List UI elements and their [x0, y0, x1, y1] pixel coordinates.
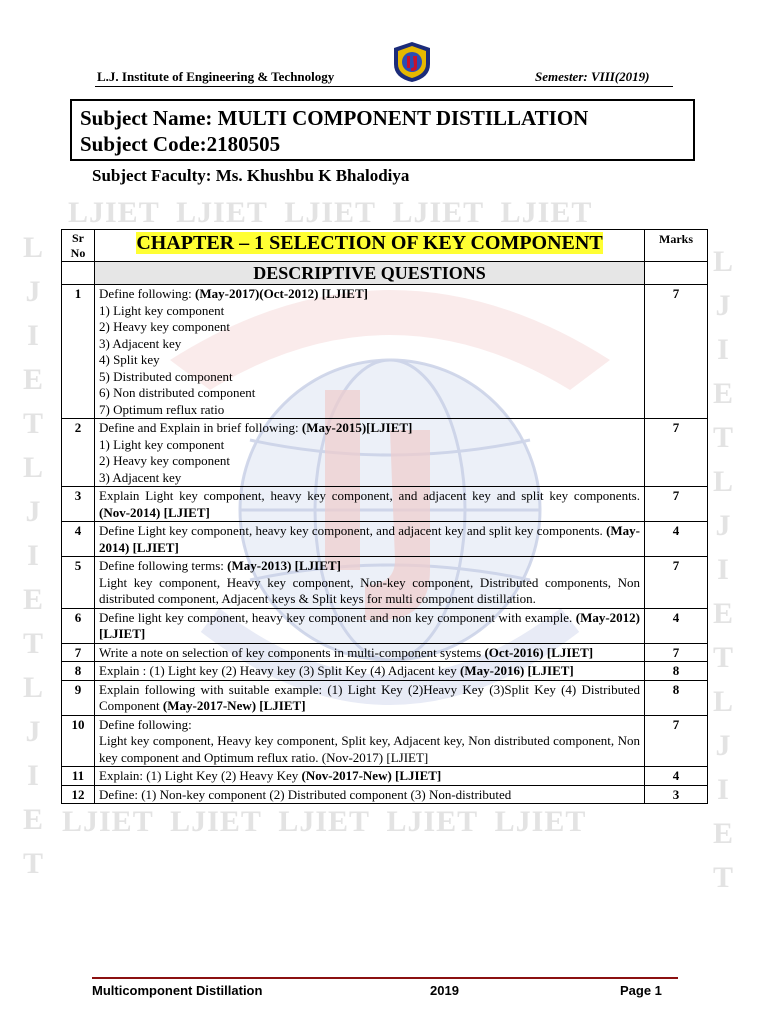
watermark-column-left [18, 226, 48, 886]
question-marks: 7 [645, 643, 708, 662]
watermark-letter: T [712, 421, 733, 454]
table-row [62, 557, 708, 609]
question-number: 1 [62, 285, 95, 419]
question-sub-item: 7) Optimum reflux ratio [99, 401, 225, 417]
section-spacer-right [645, 262, 708, 285]
institute-logo-icon [390, 40, 434, 84]
question-exam-tag: (Nov-2017-New) [LJIET] [301, 768, 442, 783]
chapter-title: CHAPTER – 1 SELECTION OF KEY COMPONENT [136, 232, 603, 254]
question-marks: 7 [645, 557, 708, 609]
question-text-cell [95, 419, 645, 487]
watermark-letter: I [717, 333, 729, 366]
question-exam-tag: (May-2017-New) [LJIET] [162, 698, 306, 713]
question-sub-item: 6) Non distributed component [99, 385, 256, 400]
question-exam-tag: (Oct-2016) [LJIET] [484, 644, 594, 660]
watermark-letter: E [712, 817, 733, 850]
table-row [62, 522, 708, 557]
question-text-cell [95, 487, 645, 522]
question-exam-tag: (Nov-2014) [LJIET] [99, 504, 210, 520]
question-text-cell [95, 522, 645, 557]
question-marks: 4 [645, 522, 708, 557]
header-semester: Semester: VIII(2019) [535, 69, 650, 84]
table-row [62, 662, 708, 681]
question-text: Define light key component, heavy key component and non key component with example. [99, 609, 576, 625]
subject-faculty: Subject Faculty: Ms. Khushbu K Bhalodiya [92, 166, 410, 185]
question-number: 5 [62, 557, 95, 609]
question-text-cell [95, 715, 645, 767]
subject-code: Subject Code:2180505 [80, 132, 281, 156]
question-text-cell [95, 680, 645, 715]
column-header-sr-no: Sr No [62, 230, 95, 262]
section-title: DESCRIPTIVE QUESTIONS [95, 262, 644, 284]
subject-name: Subject Name: MULTI COMPONENT DISTILLATION [80, 106, 589, 130]
watermark-letter: J [715, 509, 731, 542]
chapter-title-cell [95, 230, 645, 262]
question-exam-tag: (May-2013) [LJIET] [227, 558, 341, 573]
table-row [62, 419, 708, 487]
question-text: Explain Light key component, heavy key component, and adjacent key and split key components. [99, 488, 640, 503]
question-sub-item: Light key component, Heavy key component, Non-key component, Distributed components, Non distributed component, Adjacent keys & Split keys for multi component distillation. [99, 574, 640, 606]
question-text-cell [95, 557, 645, 609]
question-exam-tag: (May-2017)(Oct-2012) [LJIET] [195, 286, 368, 301]
watermark-letter: L [712, 465, 733, 498]
question-text: Explain : (1) Light key (2) Heavy key (3) Split Key (4) Adjacent key [99, 663, 461, 678]
watermark-letter: E [22, 583, 43, 616]
watermark-letter: T [22, 627, 43, 660]
question-rows [62, 285, 708, 804]
question-text: Define and Explain in brief following: [99, 420, 302, 435]
question-text: Define following: [99, 286, 196, 301]
footer-page-number: Page 1 [620, 983, 662, 998]
table-row [62, 608, 708, 643]
question-marks: 8 [645, 680, 708, 715]
section-spacer-left [62, 262, 95, 285]
footer-subject: Multicomponent Distillation [92, 983, 263, 998]
footer-rule [92, 977, 678, 979]
question-marks: 8 [645, 662, 708, 681]
table-row [62, 680, 708, 715]
footer-year: 2019 [430, 983, 459, 998]
watermark-letter: E [22, 363, 43, 396]
question-sub-item: 3) Adjacent key [99, 469, 182, 485]
watermark-letter: T [22, 407, 43, 440]
question-marks: 7 [645, 715, 708, 767]
header-institute: L.J. Institute of Engineering & Technology [97, 69, 335, 84]
watermark-letter: E [22, 803, 43, 836]
question-sub-item: 2) Heavy key component [99, 453, 231, 468]
question-sub-item: Light key component, Heavy key component, Split key, Adjacent key, Non distributed component, Non key component and Optimum reflux ratio. (Nov-2017) [LJIET] [99, 733, 640, 765]
question-text-cell [95, 662, 645, 681]
watermark-letter: I [27, 759, 39, 792]
watermark-column-right [708, 240, 738, 900]
question-number: 4 [62, 522, 95, 557]
question-text-cell [95, 785, 645, 804]
question-number: 9 [62, 680, 95, 715]
watermark-row-bottom: LJIET LJIET LJIET LJIET LJIET [62, 805, 587, 838]
table-row [62, 285, 708, 419]
question-sub-item: 5) Distributed component [99, 368, 233, 384]
watermark-letter: T [22, 847, 43, 880]
watermark-letter: J [715, 729, 731, 762]
table-row [62, 767, 708, 786]
question-number: 6 [62, 608, 95, 643]
header-rule [95, 86, 673, 87]
watermark-letter: L [712, 685, 733, 718]
question-marks: 7 [645, 285, 708, 419]
watermark-letter: L [22, 231, 43, 264]
question-text-cell [95, 608, 645, 643]
question-number: 12 [62, 785, 95, 804]
watermark-letter: E [712, 597, 733, 630]
watermark-letter: I [717, 773, 729, 806]
table-row [62, 715, 708, 767]
column-header-marks: Marks [645, 230, 708, 262]
question-text: Define: (1) Non-key component (2) Distributed component (3) Non-distributed [99, 786, 512, 802]
question-number: 11 [62, 767, 95, 786]
question-exam-tag: (May-2014) [LJIET] [99, 523, 640, 555]
question-marks: 4 [645, 767, 708, 786]
table-row [62, 643, 708, 662]
question-number: 7 [62, 643, 95, 662]
question-text-cell [95, 643, 645, 662]
watermark-letter: J [25, 495, 41, 528]
watermark-letter: I [27, 539, 39, 572]
question-number: 8 [62, 662, 95, 681]
watermark-letter: I [717, 553, 729, 586]
question-text-cell [95, 767, 645, 786]
question-text: Explain following with suitable example: (1) Light Key (2)Heavy Key (3)Split Key (4) Distributed Component [99, 681, 640, 713]
question-marks: 4 [645, 608, 708, 643]
question-text-cell [95, 285, 645, 419]
question-marks: 3 [645, 785, 708, 804]
watermark-letter: J [25, 275, 41, 308]
watermark-letter: J [25, 715, 41, 748]
watermark-letter: L [22, 671, 43, 704]
question-sub-item: 1) Light key component [99, 436, 225, 452]
question-marks: 7 [645, 419, 708, 487]
watermark-letter: I [27, 319, 39, 352]
section-title-cell [95, 262, 645, 285]
question-exam-tag: (May-2012) [LJIET] [99, 609, 640, 641]
subject-box [70, 99, 695, 161]
question-sub-item: 4) Split key [99, 352, 160, 367]
question-sub-item: 3) Adjacent key [99, 335, 182, 351]
watermark-letter: T [712, 641, 733, 674]
watermark-letter: E [712, 377, 733, 410]
watermark-letter: L [712, 245, 733, 278]
table-row [62, 785, 708, 804]
question-sub-item: 2) Heavy key component [99, 319, 231, 334]
question-number: 3 [62, 487, 95, 522]
question-number: 10 [62, 715, 95, 767]
question-exam-tag: (May-2016) [LJIET] [460, 663, 574, 678]
watermark-letter: J [715, 289, 731, 322]
table-row [62, 487, 708, 522]
question-marks: 7 [645, 487, 708, 522]
watermark-letter: T [712, 861, 733, 894]
questions-table [61, 229, 708, 804]
question-text: Write a note on selection of key components in multi-component systems [99, 644, 485, 660]
question-text: Define Light key component, heavy key component, and adjacent key and split key components. [99, 523, 607, 538]
watermark-row-top: LJIET LJIET LJIET LJIET LJIET [68, 196, 593, 229]
question-number: 2 [62, 419, 95, 487]
watermark-letter: L [22, 451, 43, 484]
question-exam-tag: (May-2015)[LJIET] [301, 420, 413, 435]
question-text: Define following terms: [99, 558, 228, 573]
question-text: Define following: [99, 716, 192, 732]
question-sub-item: 1) Light key component [99, 302, 225, 318]
question-text: Explain: (1) Light Key (2) Heavy Key [99, 768, 302, 783]
